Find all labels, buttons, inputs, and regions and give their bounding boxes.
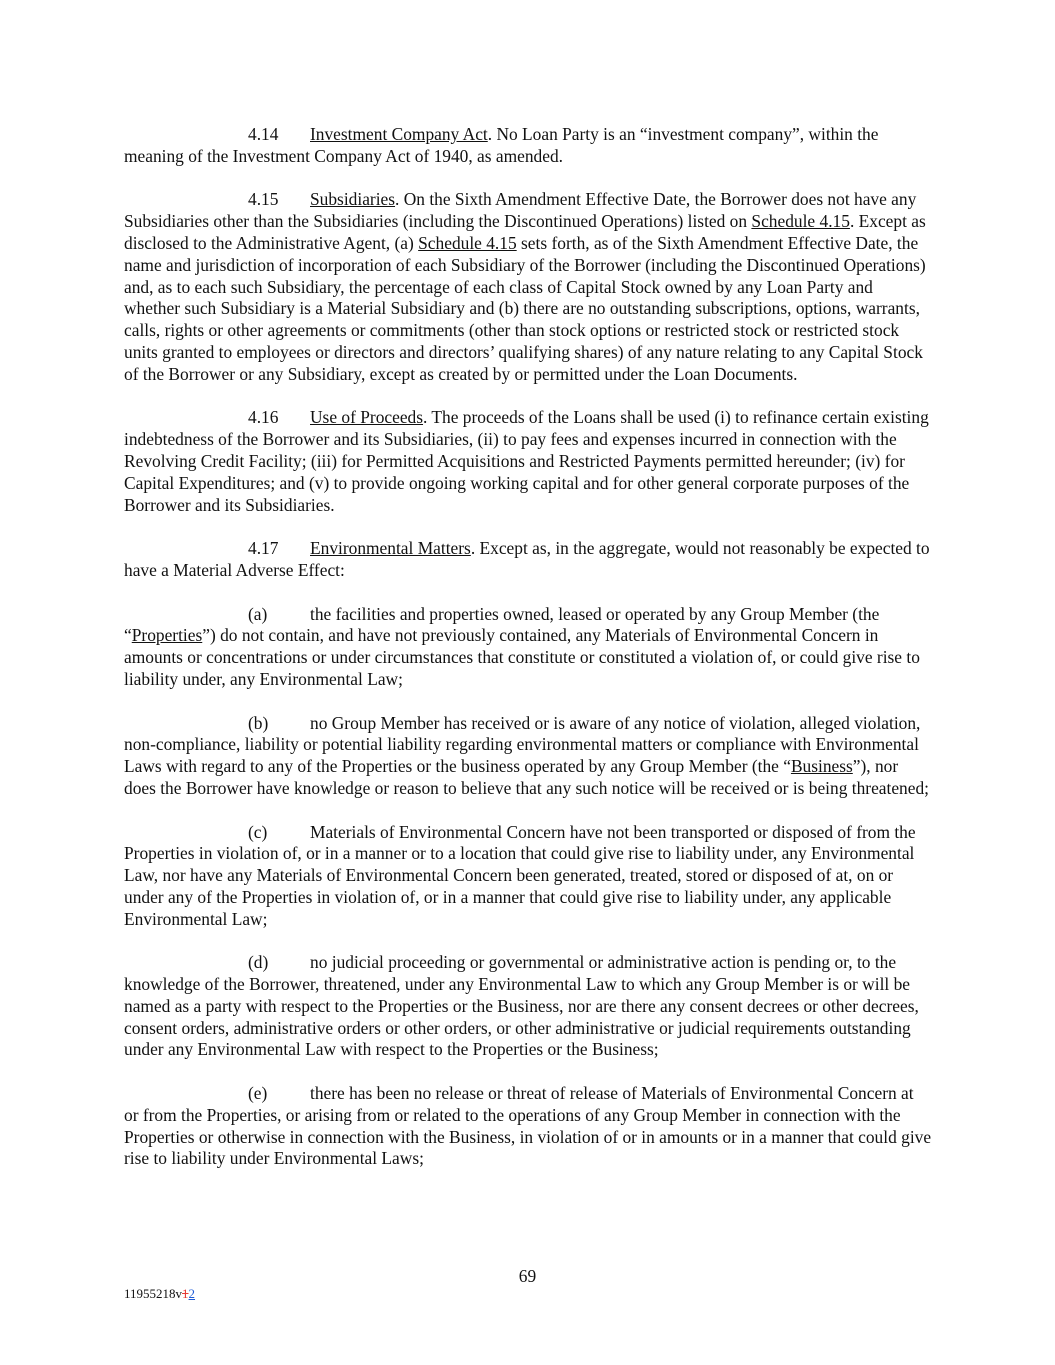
document-id-base: 11955218v xyxy=(124,1286,183,1301)
clause-text: no Group Member has received or is aware of any notice of violation, alleged violation, non-compliance, liability or potential liability regarding environmental matters or compliance with Environmental Laws with regard to any of the Properties or the business operated by any Group Member (the “ xyxy=(124,712,921,777)
document-id-deleted-version: 1 xyxy=(182,1286,189,1301)
clause-label: (c) xyxy=(248,821,268,842)
clause-label: (a) xyxy=(248,603,268,624)
section-heading: Use of Proceeds xyxy=(310,407,424,428)
clause-label: (d) xyxy=(248,952,269,973)
section-text: . On the Sixth Amendment Effective Date, the Borrower does not have any Subsidiaries other than the Subsidiaries (including the Discontinued Operations) listed on xyxy=(124,189,917,232)
section-4-17 xyxy=(124,538,932,582)
clause-text: Materials of Environmental Concern have not been transported or disposed of from the Properties in violation of, or in a manner or to a location that could give rise to liability under, any Environmental Law, nor have any Materials of Environmental Concern been generated, treated, stored or disposed of at, on or under any of the Properties in violation of, or in a manner that could give rise to liability under, any applicable Environmental Law; xyxy=(124,821,916,929)
clause-text: there has been no release or threat of release of Materials of Environmental Concern at or from the Properties, or arising from or related to the operations of any Group Member in connection with the Properties or otherwise in connection with the Business, in violation of or in amounts or in a manner that could give rise to liability under Environmental Laws; xyxy=(124,1083,932,1169)
document-id xyxy=(124,1286,195,1302)
section-text: . Except as disclosed to the Administrative Agent, (a) xyxy=(124,211,926,253)
page-number: 69 xyxy=(518,1266,537,1286)
document-id-inserted-version: 2 xyxy=(188,1286,196,1301)
schedule-reference: Schedule 4.15 xyxy=(418,232,517,253)
section-heading: Subsidiaries xyxy=(310,189,396,210)
clause-label: (e) xyxy=(248,1083,268,1104)
clause-c xyxy=(124,822,932,931)
section-number: 4.17 xyxy=(248,538,279,559)
clause-text: the facilities and properties owned, leased or operated by any Group Member (the “ xyxy=(124,603,880,646)
section-text: sets forth, as of the Sixth Amendment Effective Date, the name and jurisdiction of incorporation of each Subsidiary of the Borrower (including the Discontinued Operations) and, as to each such Subsidiary, the percentage of each class of Capital Stock owned by any Loan Party and whether such Subsidiary is a Material Subsidiary and (b) there are no outstanding subscriptions, options, warrants, calls, rights or other agreements or commitments (other than stock options or restricted stock or restricted stock units granted to employees or directors and directors’ qualifying shares) of any nature relating to any Capital Stock of the Borrower or any Subsidiary, except as created by or permitted under the Loan Documents. xyxy=(124,232,926,384)
clause-e xyxy=(124,1083,932,1170)
section-heading: Investment Company Act xyxy=(310,124,488,144)
section-text: . Except as, in the aggregate, would not reasonably be expected to have a Material Adverse Effect: xyxy=(124,538,930,580)
section-4-14 xyxy=(124,124,932,168)
defined-term: Business xyxy=(790,756,853,777)
clause-text: ”), nor does the Borrower have knowledge or reason to believe that any such notice will be received or is being threatened; xyxy=(124,756,929,798)
section-heading: Environmental Matters xyxy=(310,538,471,559)
clause-text: no judicial proceeding or governmental or administrative action is pending or, to the knowledge of the Borrower, threatened, under any Environmental Law to which any Group Member is or will be named as a party with respect to the Properties or the Business, nor are there any consent decrees or other decrees, consent orders, administrative orders or other orders, or other administrative or judicial requirements outstanding under any Environmental Law with respect to the Properties or the Business; xyxy=(124,952,919,1060)
document-body xyxy=(124,124,932,1192)
schedule-reference: Schedule 4.15 xyxy=(751,211,850,232)
section-number: 4.15 xyxy=(248,189,279,210)
clause-text: ”) do not contain, and have not previously contained, any Materials of Environmental Concern in amounts or concentrations or under circumstances that constitute or constituted a violation of, or could give rise to liability under, any Environmental Law; xyxy=(124,625,920,689)
section-4-16 xyxy=(124,407,932,516)
section-number: 4.14 xyxy=(248,124,279,144)
clause-label: (b) xyxy=(248,712,269,733)
clause-a xyxy=(124,604,932,691)
defined-term: Properties xyxy=(131,625,203,646)
section-text: . The proceeds of the Loans shall be used (i) to refinance certain existing indebtedness of the Borrower and its Subsidiaries, (ii) to pay fees and expenses incurred in connection with the Revolving Credit Facility; (iii) for Permitted Acquisitions and Restricted Payments permitted hereunder; (iv) for Capital Expenditures; and (v) to provide ongoing working capital and for other general corporate purposes of the Borrower and its Subsidiaries. xyxy=(124,407,929,515)
clause-d xyxy=(124,952,932,1061)
clause-b xyxy=(124,713,932,800)
section-number: 4.16 xyxy=(248,407,279,428)
section-4-15 xyxy=(124,189,932,385)
section-text: . No Loan Party is an “investment company”, within the meaning of the Investment Company Act of 1940, as amended. xyxy=(124,124,879,166)
